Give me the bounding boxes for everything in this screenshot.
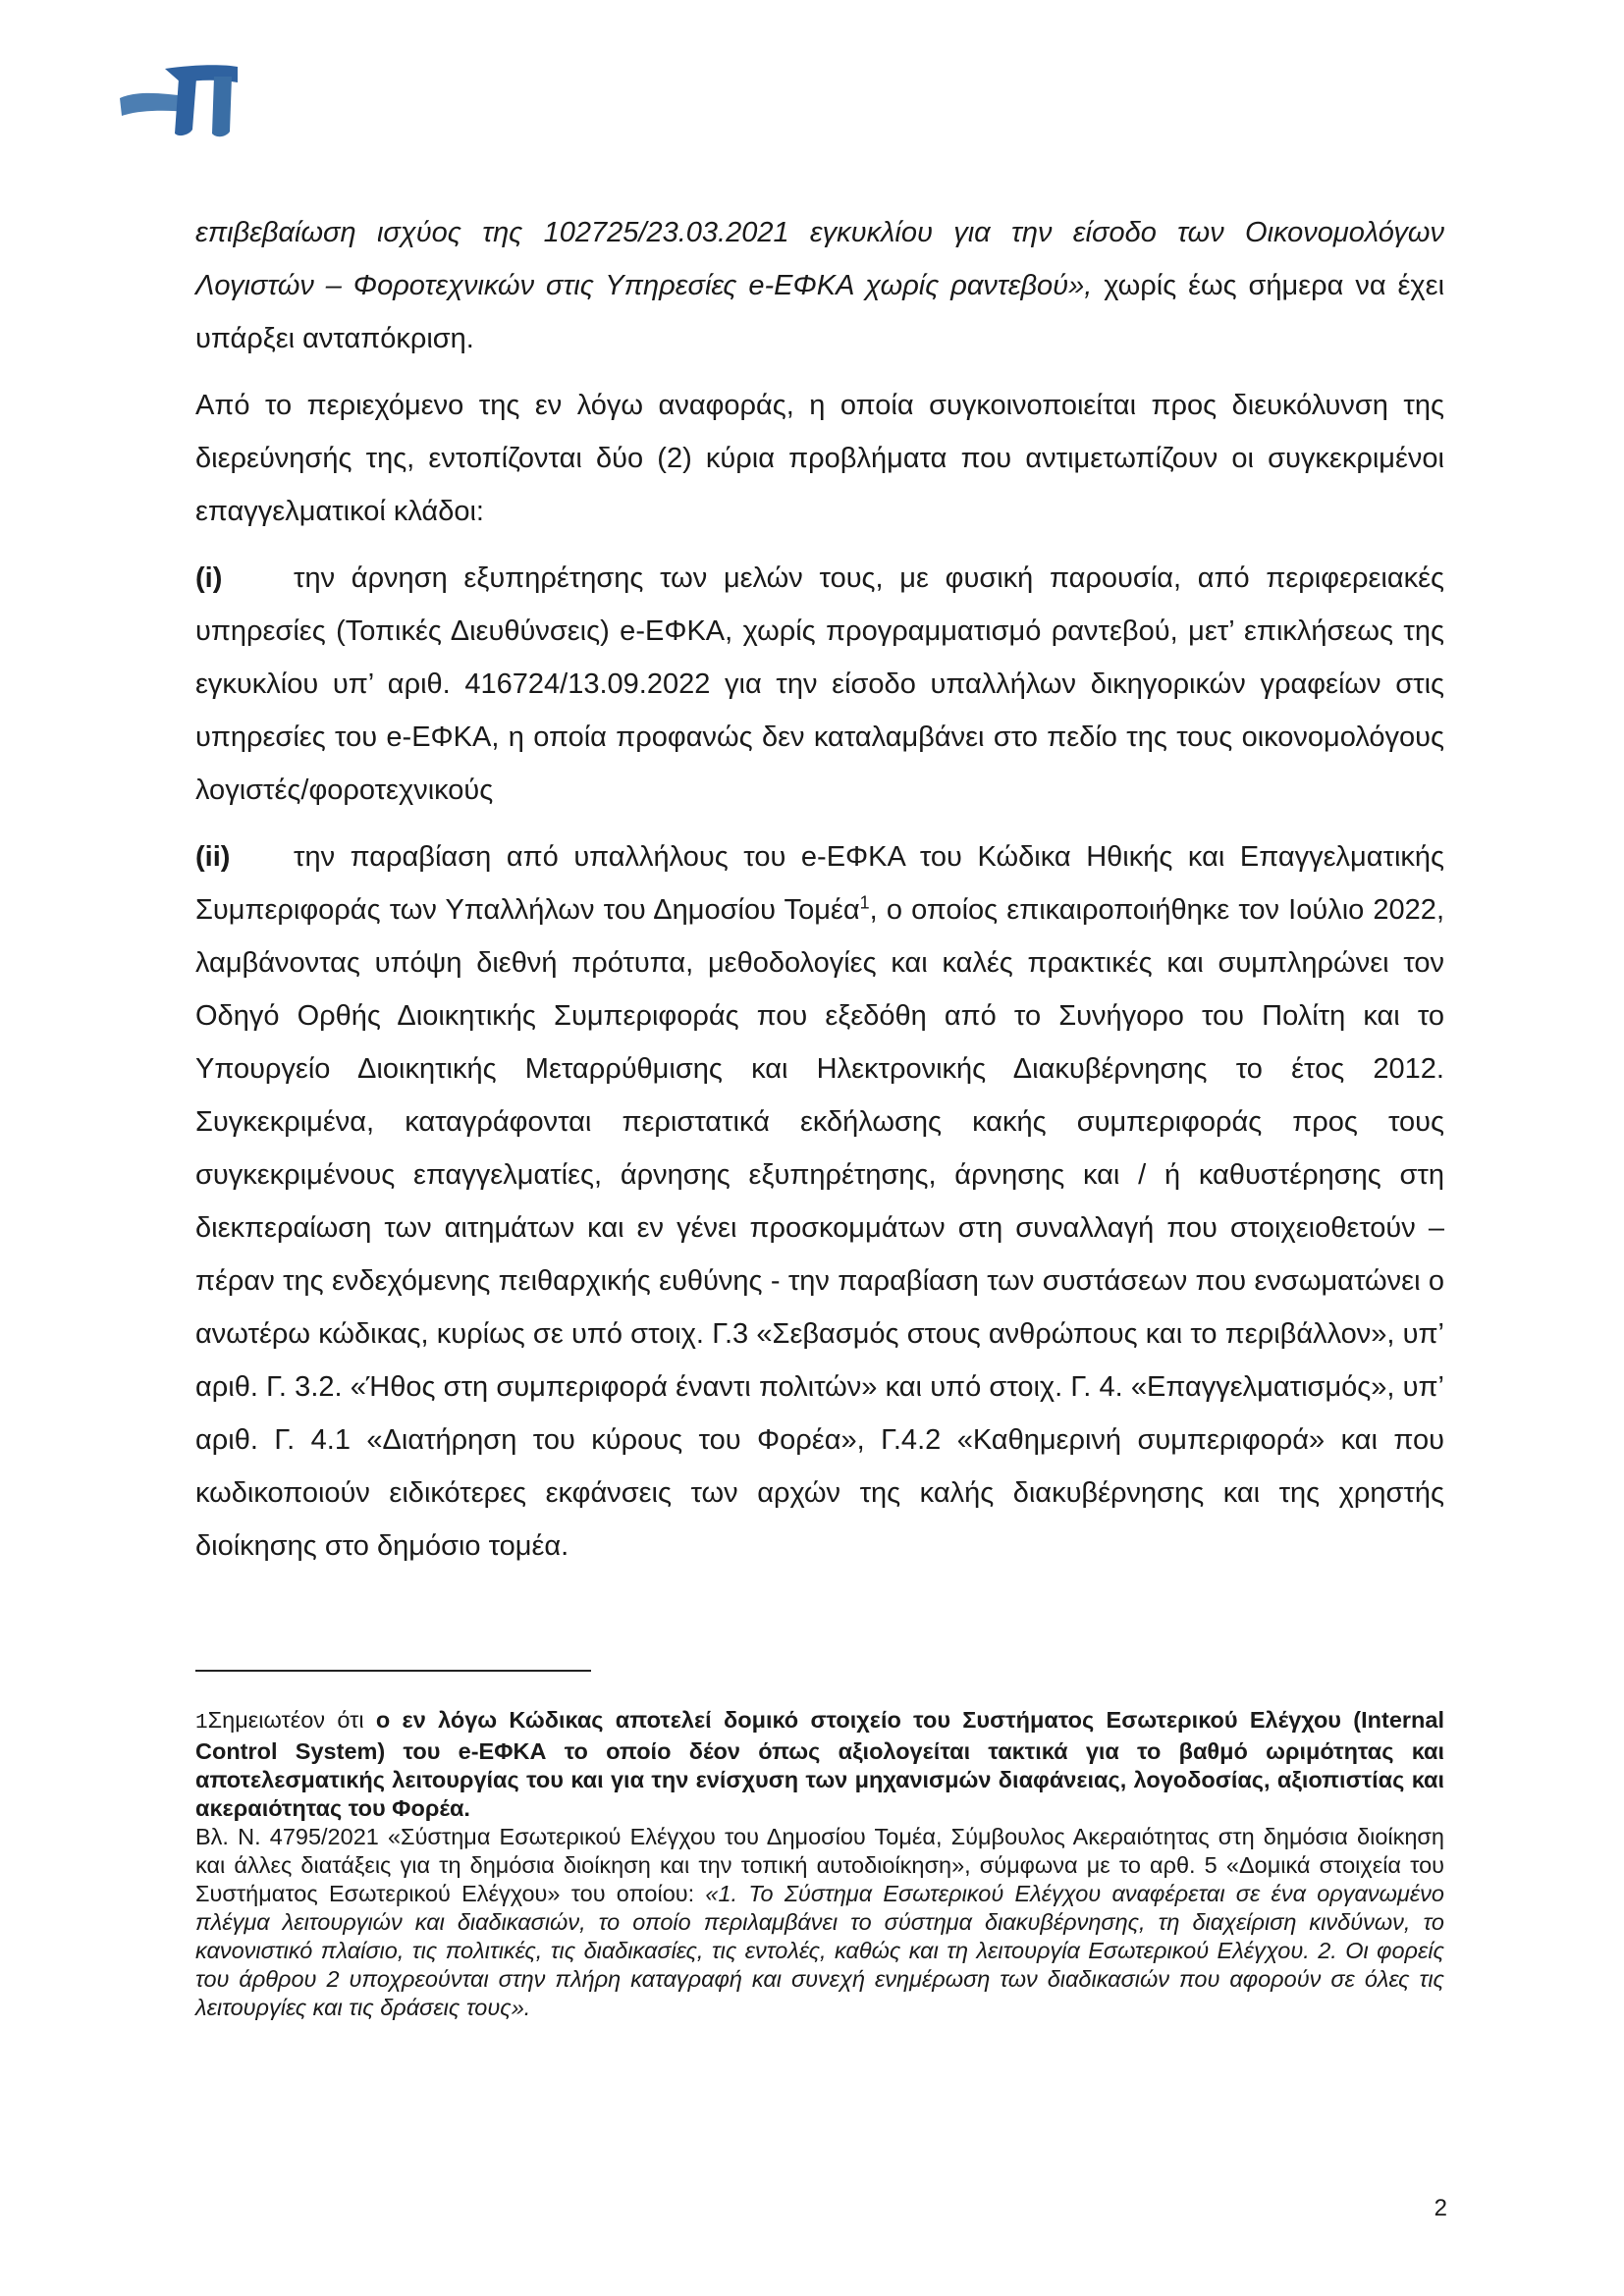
footnote-reference[interactable]: 1 bbox=[859, 892, 870, 913]
list-item-label: (ii) bbox=[195, 841, 231, 873]
footnote-lead: Σημειωτέον ότι bbox=[207, 1707, 376, 1733]
list-item-ii bbox=[195, 830, 1444, 1573]
list-item-label: (i) bbox=[195, 562, 223, 594]
paragraph-problems-intro: Από το περιεχόμενο της εν λόγω αναφοράς, η οποία συγκοινοποιείται προς διευκόλυνση της διερεύνησής της, εντοπίζονται δύο (2) κύρια προβλήματα που αντιμετωπίζουν οι συγκεκριμένοι επαγγελματικοί κλάδοι: bbox=[195, 390, 1444, 527]
paragraph-continuation bbox=[195, 206, 1444, 365]
list-item-i bbox=[195, 552, 1444, 817]
agency-logo-icon bbox=[118, 61, 241, 143]
footnote-paragraph-2 bbox=[195, 1823, 1444, 2022]
list-item-text-before: την παραβίαση από υπαλλήλους του e-ΕΦΚΑ του Κώδικα Ηθικής και Επαγγελματικής Συμπεριφοράς των Υπαλλήλων του Δημοσίου Τομέα bbox=[195, 841, 1444, 926]
footnote bbox=[195, 1706, 1444, 2022]
footnote-paragraph-1 bbox=[195, 1706, 1444, 1823]
footnote-bold-text: ο εν λόγω Κώδικας αποτελεί δομικό στοιχείο του Συστήματος Εσωτερικού Ελέγχου (Internal Control System) του e-ΕΦΚΑ το οποίο δέον όπως αξιολογείται τακτικά για το βαθμό ωριμότητας και αποτελεσματικής λειτουργίας του και για την ενίσχυση των μηχανισμών διαφάνειας, λογοδοσίας, αξιοπιστίας και ακεραιότητας του Φορέα. bbox=[195, 1707, 1444, 1821]
paragraph-italic-quote: επιβεβαίωση ισχύος της 102725/23.03.2021 εγκυκλίου για την είσοδο των Οικονομολόγων Λογιστών – Φοροτεχνικών στις Υπηρεσίες e-ΕΦΚΑ χωρίς ραντεβού», bbox=[195, 217, 1444, 301]
list-item-text-after: , ο οποίος επικαιροποιήθηκε τον Ιούλιο 2022, λαμβάνοντας υπόψη διεθνή πρότυπα, μεθοδολογίες και καλές πρακτικές και συμπληρώνει τον Οδηγό Ορθής Διοικητικής Συμπεριφοράς που εξεδόθη από το Συνήγορο του Πολίτη και το Υπουργείο Διοικητικής Μεταρρύθμισης και Ηλεκτρονικής Διακυβέρνησης το έτος 2012. Συγκεκριμένα, καταγράφονται περιστατικά εκδήλωσης κακής συμπεριφοράς προς τους συγκεκριμένους επαγγελματίες, άρνησης εξυπηρέτησης, άρνησης και / ή καθυστέρησης στη διεκπεραίωση των αιτημάτων και εν γένει προσκομμάτων στη συναλλαγή που στοιχειοθετούν – πέραν της ενδεχόμενης πειθαρχικής ευθύνης - την παραβίαση των συστάσεων που ενσωματώνει ο ανωτέρω κώδικας, κυρίως σε υπό στοιχ. Γ.3 «Σεβασμός στους ανθρώπους και το περιβάλλον», υπ’ αριθ. Γ. 3.2. «Ήθος στη συμπεριφορά έναντι πολιτών» και υπό στοιχ. Γ. 4. «Επαγγελματισμός», υπ’ αριθ. Γ. 4.1 «Διατήρηση του κύρους του Φορέα», Γ.4.2 «Καθημερινή συμπεριφορά» και που κωδικοποιούν ειδικότερες εκφάνσεις των αρχών της καλής διακυβέρνησης και της χρηστής διοίκησης στο δημόσιο τομέα. bbox=[195, 894, 1444, 1562]
footnote-separator bbox=[195, 1670, 591, 1672]
list-item-text: την άρνηση εξυπηρέτησης των μελών τους, με φυσική παρουσία, από περιφερειακές υπηρεσίες (Τοπικές Διευθύνσεις) e-ΕΦΚΑ, χωρίς προγραμματισμό ραντεβού, μετ’ επικλήσεως της εγκυκλίου υπ’ αριθ. 416724/13.09.2022 για την είσοδο υπαλλήλων δικηγορικών γραφείων στις υπηρεσίες του e-ΕΦΚΑ, η οποία προφανώς δεν καταλαμβάνει στο πεδίο της τους οικονομολόγους λογιστές/φοροτεχνικούς bbox=[195, 562, 1444, 806]
footnote-reference-text: Βλ. Ν. 4795/2021 «Σύστημα Εσωτερικού Ελέγχου του Δημοσίου Τομέα, Σύμβουλος Ακεραιότητας στη δημόσια διοίκηση και άλλες διατάξεις για τη δημόσια διοίκηση και την τοπική αυτοδιοίκηση», σύμφωνα με το αρθ. 5 «Δομικά στοιχεία του Συστήματος Εσωτερικού Ελέγχου» του οποίου: bbox=[195, 1824, 1444, 1906]
footnote-quote: «1. Το Σύστημα Εσωτερικού Ελέγχου αναφέρεται σε ένα οργανωμένο πλέγμα λειτουργιών και διαδικασιών, το οποίο περιλαμβάνει το σύστημα διακυβέρνησης, τη διαχείριση κινδύνων, το κανονιστικό πλαίσιο, τις πολιτικές, τις διαδικασίες, τις εντολές, καθώς και τη λειτουργία Εσωτερικού Ελέγχου. 2. Οι φορείς του άρθρου 2 υποχρεούνται στην πλήρη καταγραφή και συνεχή ενημέρωση των διαδικασιών που αφορούν σε όλες τις λειτουργίες και τις δράσεις τους». bbox=[195, 1881, 1444, 2020]
footnote-number: 1 bbox=[195, 1712, 208, 1735]
paragraph-continuation-text: χωρίς έως σήμερα να έχει υπάρξει ανταπόκριση. bbox=[195, 270, 1445, 354]
letter-body bbox=[195, 206, 1444, 1586]
page-number: 2 bbox=[1434, 2195, 1447, 2221]
